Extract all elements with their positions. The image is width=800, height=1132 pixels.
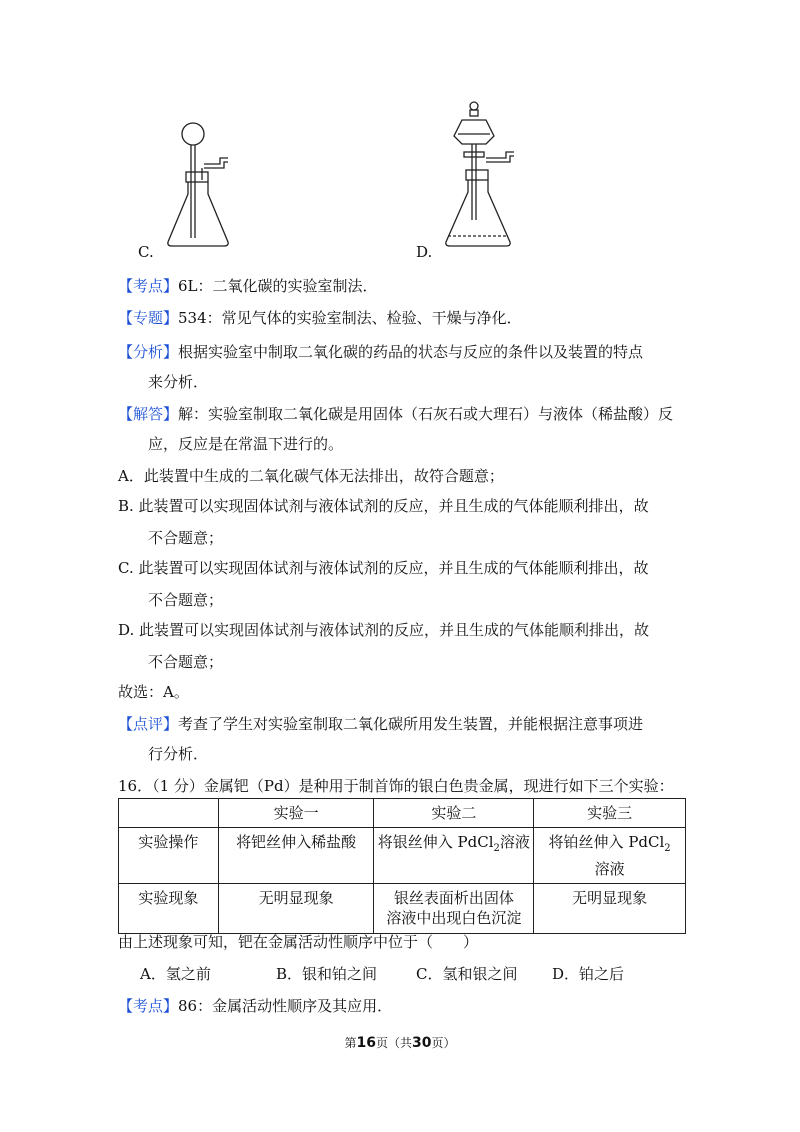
table-row	[119, 828, 686, 884]
table-header-cell: 实验一	[218, 799, 374, 828]
zhuanti-tag: 【专题】	[118, 309, 179, 327]
fenxi-tag: 【分析】	[118, 343, 179, 361]
footer-page-number: 16	[356, 1035, 376, 1051]
fenxi-text-2: 来分析．	[148, 373, 209, 391]
footer-mid: 页（共	[375, 1036, 412, 1050]
zhuanti-line	[118, 308, 522, 328]
option-d: D．铂之后	[552, 965, 625, 983]
cell-text: 将铂丝伸入 PdCl	[548, 833, 665, 851]
cell-text: 将银丝伸入 PdCl	[377, 833, 494, 851]
kaodian-2-text: 86：金属活动性顺序及其应用．	[178, 997, 393, 1015]
jieda-tag: 【解答】	[118, 405, 179, 423]
zhuanti-text: 534：常见气体的实验室制法、检验、干燥与净化．	[178, 309, 522, 327]
figure-c-label: C.	[138, 243, 154, 261]
option-c: C．氢和银之间	[416, 965, 518, 983]
cell-text: 溶液	[499, 833, 530, 851]
table-cell: 无明显现象	[218, 884, 374, 934]
dianping-text-1: 考查了学生对实验室制取二氧化碳所用发生装置，并能根据注意事项进	[178, 715, 644, 733]
analysis-c-2: 不合题意；	[148, 591, 224, 609]
cell-text: 溶液中出现白色沉淀	[386, 909, 522, 927]
table-row	[119, 884, 686, 934]
answer-line: 故选：A。	[118, 683, 189, 701]
cell-text: 银丝表面析出固体	[393, 889, 514, 907]
cell-subscript: 2	[493, 843, 500, 854]
jieda-text-2: 应，反应是在常温下进行的。	[148, 435, 344, 453]
dianping-line	[118, 714, 643, 734]
table-cell	[374, 828, 534, 884]
kaodian-line	[118, 276, 378, 296]
option-a: A．氢之前	[140, 965, 211, 983]
flask-c-figure	[160, 118, 240, 253]
table-header-cell: 实验二	[374, 799, 534, 828]
conclusion-line: 由上述现象可知，钯在金属活动性顺序中位于（ ）	[118, 933, 479, 951]
table-cell: 将钯丝伸入稀盐酸	[218, 828, 374, 884]
figure-d-label: D.	[416, 243, 433, 261]
question-16: 16．（1 分）金属钯（Pd）是种用于制首饰的银白色贵金属，现进行如下三个实验：	[118, 777, 674, 795]
cell-subscript: 2	[664, 843, 671, 854]
fenxi-line	[118, 342, 643, 362]
table-cell	[534, 828, 686, 884]
analysis-a: A．此装置中生成的二氧化碳气体无法排出，故符合题意；	[118, 467, 504, 485]
kaodian-text: 6L：二氧化碳的实验室制法．	[178, 277, 378, 295]
cell-text: 溶液	[594, 860, 625, 878]
table-header-row	[119, 799, 686, 828]
table-cell	[374, 884, 534, 934]
analysis-d-1: D. 此装置可以实现固体试剂与液体试剂的反应，并且生成的气体能顺利排出，故	[118, 621, 650, 639]
jieda-line	[118, 404, 673, 424]
footer-pre: 第	[344, 1036, 357, 1050]
table-header-cell	[119, 799, 219, 828]
analysis-b-2: 不合题意；	[148, 529, 224, 547]
dianping-text-2: 行分析．	[148, 745, 209, 763]
dianping-tag: 【点评】	[118, 715, 179, 733]
footer-post: 页）	[431, 1036, 456, 1050]
analysis-b-1: B. 此装置可以实现固体试剂与液体试剂的反应，并且生成的气体能顺利排出，故	[118, 497, 649, 515]
kaodian-2-tag: 【考点】	[118, 997, 179, 1015]
row-label: 实验现象	[119, 884, 219, 934]
analysis-c-1: C. 此装置可以实现固体试剂与液体试剂的反应，并且生成的气体能顺利排出，故	[118, 559, 649, 577]
kaodian-2-line	[118, 996, 392, 1016]
option-b: B．银和铂之间	[276, 965, 378, 983]
flask-d-figure	[440, 100, 530, 252]
fenxi-text-1: 根据实验室中制取二氧化碳的药品的状态与反应的条件以及装置的特点	[178, 343, 644, 361]
kaodian-tag: 【考点】	[118, 277, 179, 295]
jieda-text-1: 解：实验室制取二氧化碳是用固体（石灰石或大理石）与液体（稀盐酸）反	[178, 405, 674, 423]
row-label: 实验操作	[119, 828, 219, 884]
experiment-table	[118, 798, 686, 934]
table-header-cell: 实验三	[534, 799, 686, 828]
page-footer	[0, 1034, 800, 1051]
table-cell: 无明显现象	[534, 884, 686, 934]
analysis-d-2: 不合题意；	[148, 653, 224, 671]
footer-total-pages: 30	[412, 1035, 432, 1051]
